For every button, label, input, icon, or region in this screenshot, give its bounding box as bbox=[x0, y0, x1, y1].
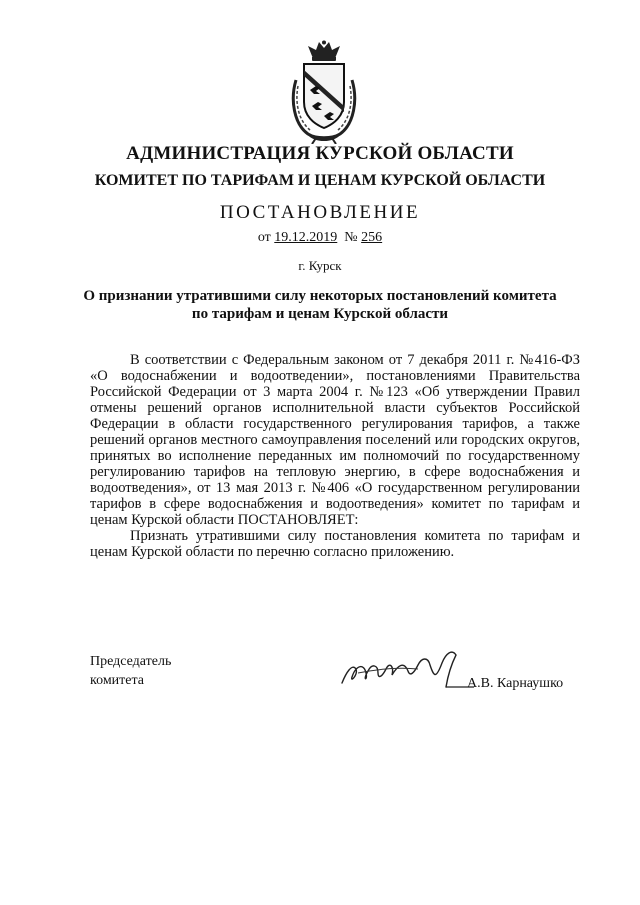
body-paragraph-2: Признать утратившими силу постановления комитета по тарифам и ценам Курской области по перечню согласно приложению. bbox=[90, 528, 580, 560]
signer-position bbox=[90, 652, 171, 690]
date-prefix: от bbox=[257, 230, 271, 245]
signer-position-line-2: комитета bbox=[90, 673, 145, 688]
committee-title: КОМИТЕТ ПО ТАРИФАМ И ЦЕНАМ КУРСКОЙ ОБЛАСТИ bbox=[94, 172, 546, 189]
title-line-1: О признании утратившими силу некоторых постановлений комитета bbox=[83, 288, 557, 304]
coat-of-arms-icon bbox=[286, 40, 362, 144]
document-date: 19.12.2019 bbox=[274, 230, 338, 245]
handwritten-signature-icon bbox=[338, 643, 478, 693]
document-type: ПОСТАНОВЛЕНИЕ bbox=[219, 202, 421, 223]
city: г. Курск bbox=[298, 258, 342, 273]
administration-title: АДМИНИСТРАЦИЯ КУРСКОЙ ОБЛАСТИ bbox=[126, 143, 514, 164]
document-title bbox=[0, 287, 640, 323]
document-number: 256 bbox=[361, 230, 383, 245]
signer-position-line-1: Председатель bbox=[90, 654, 172, 669]
signer-name: А.В. Карнаушко bbox=[467, 676, 564, 691]
title-line-2: по тарифам и ценам Курской области bbox=[191, 306, 449, 322]
number-prefix: № bbox=[344, 230, 358, 245]
body-paragraph-1: В соответствии с Федеральным законом от 7 декабря 2011 г. №416-ФЗ «О водоснабжении и водоотведении», постановлениями Правительства Российской Федерации от 3 марта 2004 г. №123 «Об утверждении Правил отмены решений органов исполнительной власти субъектов Российской Федерации в области государственного регулирования тарифов, а также решений органов местного самоуправления поселений или городских округов, принятых во исполнение переданных им полномочий по государственному регулированию тарифов на тепловую энергию, в сфере водоснабжения и водоотведения», от 13 мая 2013 г. №406 «О государственном регулировании тарифов в сфере водоснабжения и водоотведения» комитет по тарифам и ценам Курской области ПОСТАНОВЛЯЕТ: bbox=[90, 352, 580, 528]
date-number-line bbox=[0, 230, 640, 246]
document-body bbox=[90, 352, 580, 560]
